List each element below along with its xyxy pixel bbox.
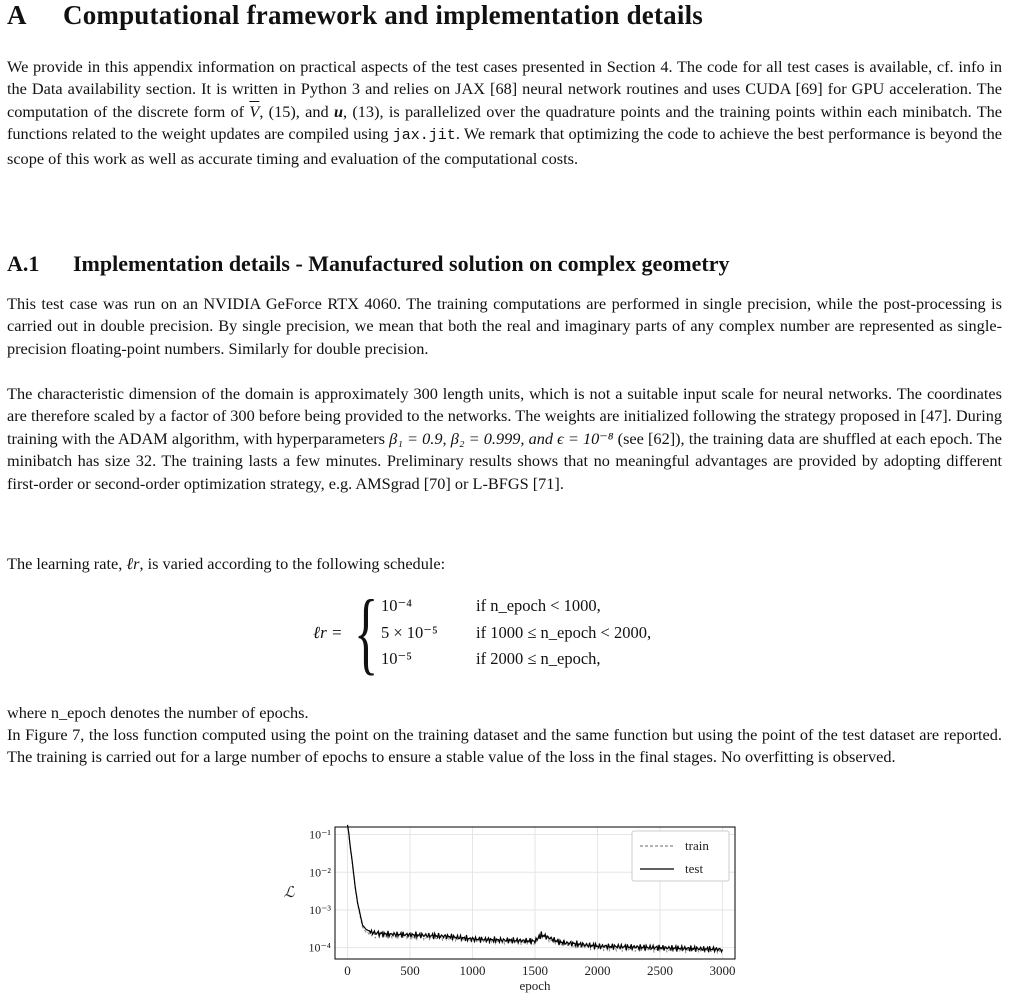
learning-rate-equation bbox=[0, 581, 1009, 686]
y-tick-label: 10⁻¹ bbox=[309, 827, 331, 842]
subsection-heading bbox=[7, 251, 730, 277]
x-tick-label: 500 bbox=[400, 963, 420, 978]
hyperparameters: β₁ = 0.9, β₂ = 0.999, and ϵ = 10⁻⁸ bbox=[389, 428, 614, 448]
lr-text-2: , is varied according to the following schedule: bbox=[139, 554, 446, 573]
equation-row-3-value: 10⁻⁵ bbox=[381, 649, 412, 668]
u-symbol: u bbox=[333, 101, 344, 121]
section-heading bbox=[7, 0, 703, 31]
equation-row-1-value: 10⁻⁴ bbox=[381, 596, 412, 615]
x-tick-label: 1000 bbox=[459, 963, 486, 978]
inline-code: jax.jit bbox=[392, 127, 456, 145]
equation-row-2-value: 5 × 10⁻⁵ bbox=[381, 623, 438, 642]
learning-rate-paragraph bbox=[7, 553, 1002, 575]
x-tick-label: 1500 bbox=[522, 963, 548, 978]
legend-box bbox=[632, 831, 729, 881]
scaling-text-1: The characteristic dimension of the domain is approximately 300 length units, which is not a suitable input scale for neural networks. The coordinates are therefore scaled by a factor of 300 before being provided to the networks. The weights are initialized following the strategy proposed in [47]. During training with the ADAM algorithm, with hyperparameters bbox=[7, 384, 1002, 448]
y-tick-label: 10⁻² bbox=[309, 865, 331, 880]
y-axis-label: ℒ bbox=[283, 885, 295, 901]
scaling-paragraph bbox=[7, 383, 1002, 495]
intro-text-3: , (13), is parallelized over the quadrature points and the training points within each minibatch. The functions related to the weight updates are compiled using bbox=[7, 101, 1003, 144]
x-tick-label: 3000 bbox=[709, 963, 736, 978]
subsection-title: Implementation details - Manufactured solution on complex geometry bbox=[73, 251, 730, 276]
x-tick-label: 2000 bbox=[584, 963, 611, 978]
equation-row-2-condition: if 1000 ≤ n_epoch < 2000, bbox=[476, 623, 652, 642]
lr-text-1: The learning rate, bbox=[7, 554, 127, 573]
v-symbol: $\overline{V}$ bbox=[249, 101, 260, 121]
x-axis-label: epoch bbox=[519, 978, 551, 993]
y-tick-label: 10⁻⁴ bbox=[308, 940, 331, 955]
x-tick-label: 0 bbox=[344, 963, 351, 978]
y-tick-label: 10⁻³ bbox=[309, 902, 331, 917]
equation-row-3-condition: if 2000 ≤ n_epoch, bbox=[476, 649, 601, 668]
lr-symbol: ℓr bbox=[126, 554, 140, 573]
scaling-text-2: (see [62]), the training data are shuffled at each epoch. The minibatch has size 32. The training lasts a few minutes. Preliminary results shows that no meaningful advantages are provided by adopting different first-order or second-order optimization strategy, e.g. AMSgrad [70] or L-BFGS [71]. bbox=[7, 428, 1002, 493]
intro-text-4: . We remark that optimizing the code to achieve the best performance is beyond the scope of this work as well as accurate timing and evaluation of the computational costs. bbox=[7, 124, 1002, 168]
x-tick-label: 2500 bbox=[647, 963, 673, 978]
intro-text-1: We provide in this appendix information on practical aspects of the test cases presented in Section 4. The code for all test cases is available, cf. info in the Data availability section. It is written in Python 3 and relies on JAX [68] neural network routines and uses CUDA [69] for GPU acceleration. The computation of the discrete form of bbox=[7, 57, 1002, 121]
legend-label: train bbox=[685, 838, 709, 853]
equation-row-1-condition: if n_epoch < 1000, bbox=[476, 596, 601, 615]
subsection-number: A.1 bbox=[7, 251, 40, 276]
loss-chart bbox=[275, 822, 755, 1002]
hardware-paragraph: This test case was run on an NVIDIA GeForce RTX 4060. The training computations are performed in single precision, while the post-processing is carried out in double precision. By single precision, we mean that both the real and imaginary parts of any complex number are represented as single-precision floating-point numbers. Similarly for double precision. bbox=[7, 294, 1002, 358]
section-title: Computational framework and implementation details bbox=[63, 0, 703, 30]
section-number: A bbox=[7, 0, 27, 30]
epoch-definition: where n_epoch denotes the number of epochs. bbox=[7, 703, 309, 722]
equation-lhs: ℓr = bbox=[313, 623, 343, 642]
intro-text-2: , (15), and bbox=[259, 101, 334, 121]
equation-brace: { bbox=[354, 581, 379, 683]
figure-reference-paragraph: In Figure 7, the loss function computed using the point on the training dataset and the same function but using the point of the test dataset are reported. The training is carried out for a large number of epochs to ensure a stable value of the loss in the final stages. No overfitting is observed. bbox=[7, 725, 1002, 767]
legend-label: test bbox=[685, 861, 704, 876]
intro-paragraph bbox=[7, 56, 1002, 170]
